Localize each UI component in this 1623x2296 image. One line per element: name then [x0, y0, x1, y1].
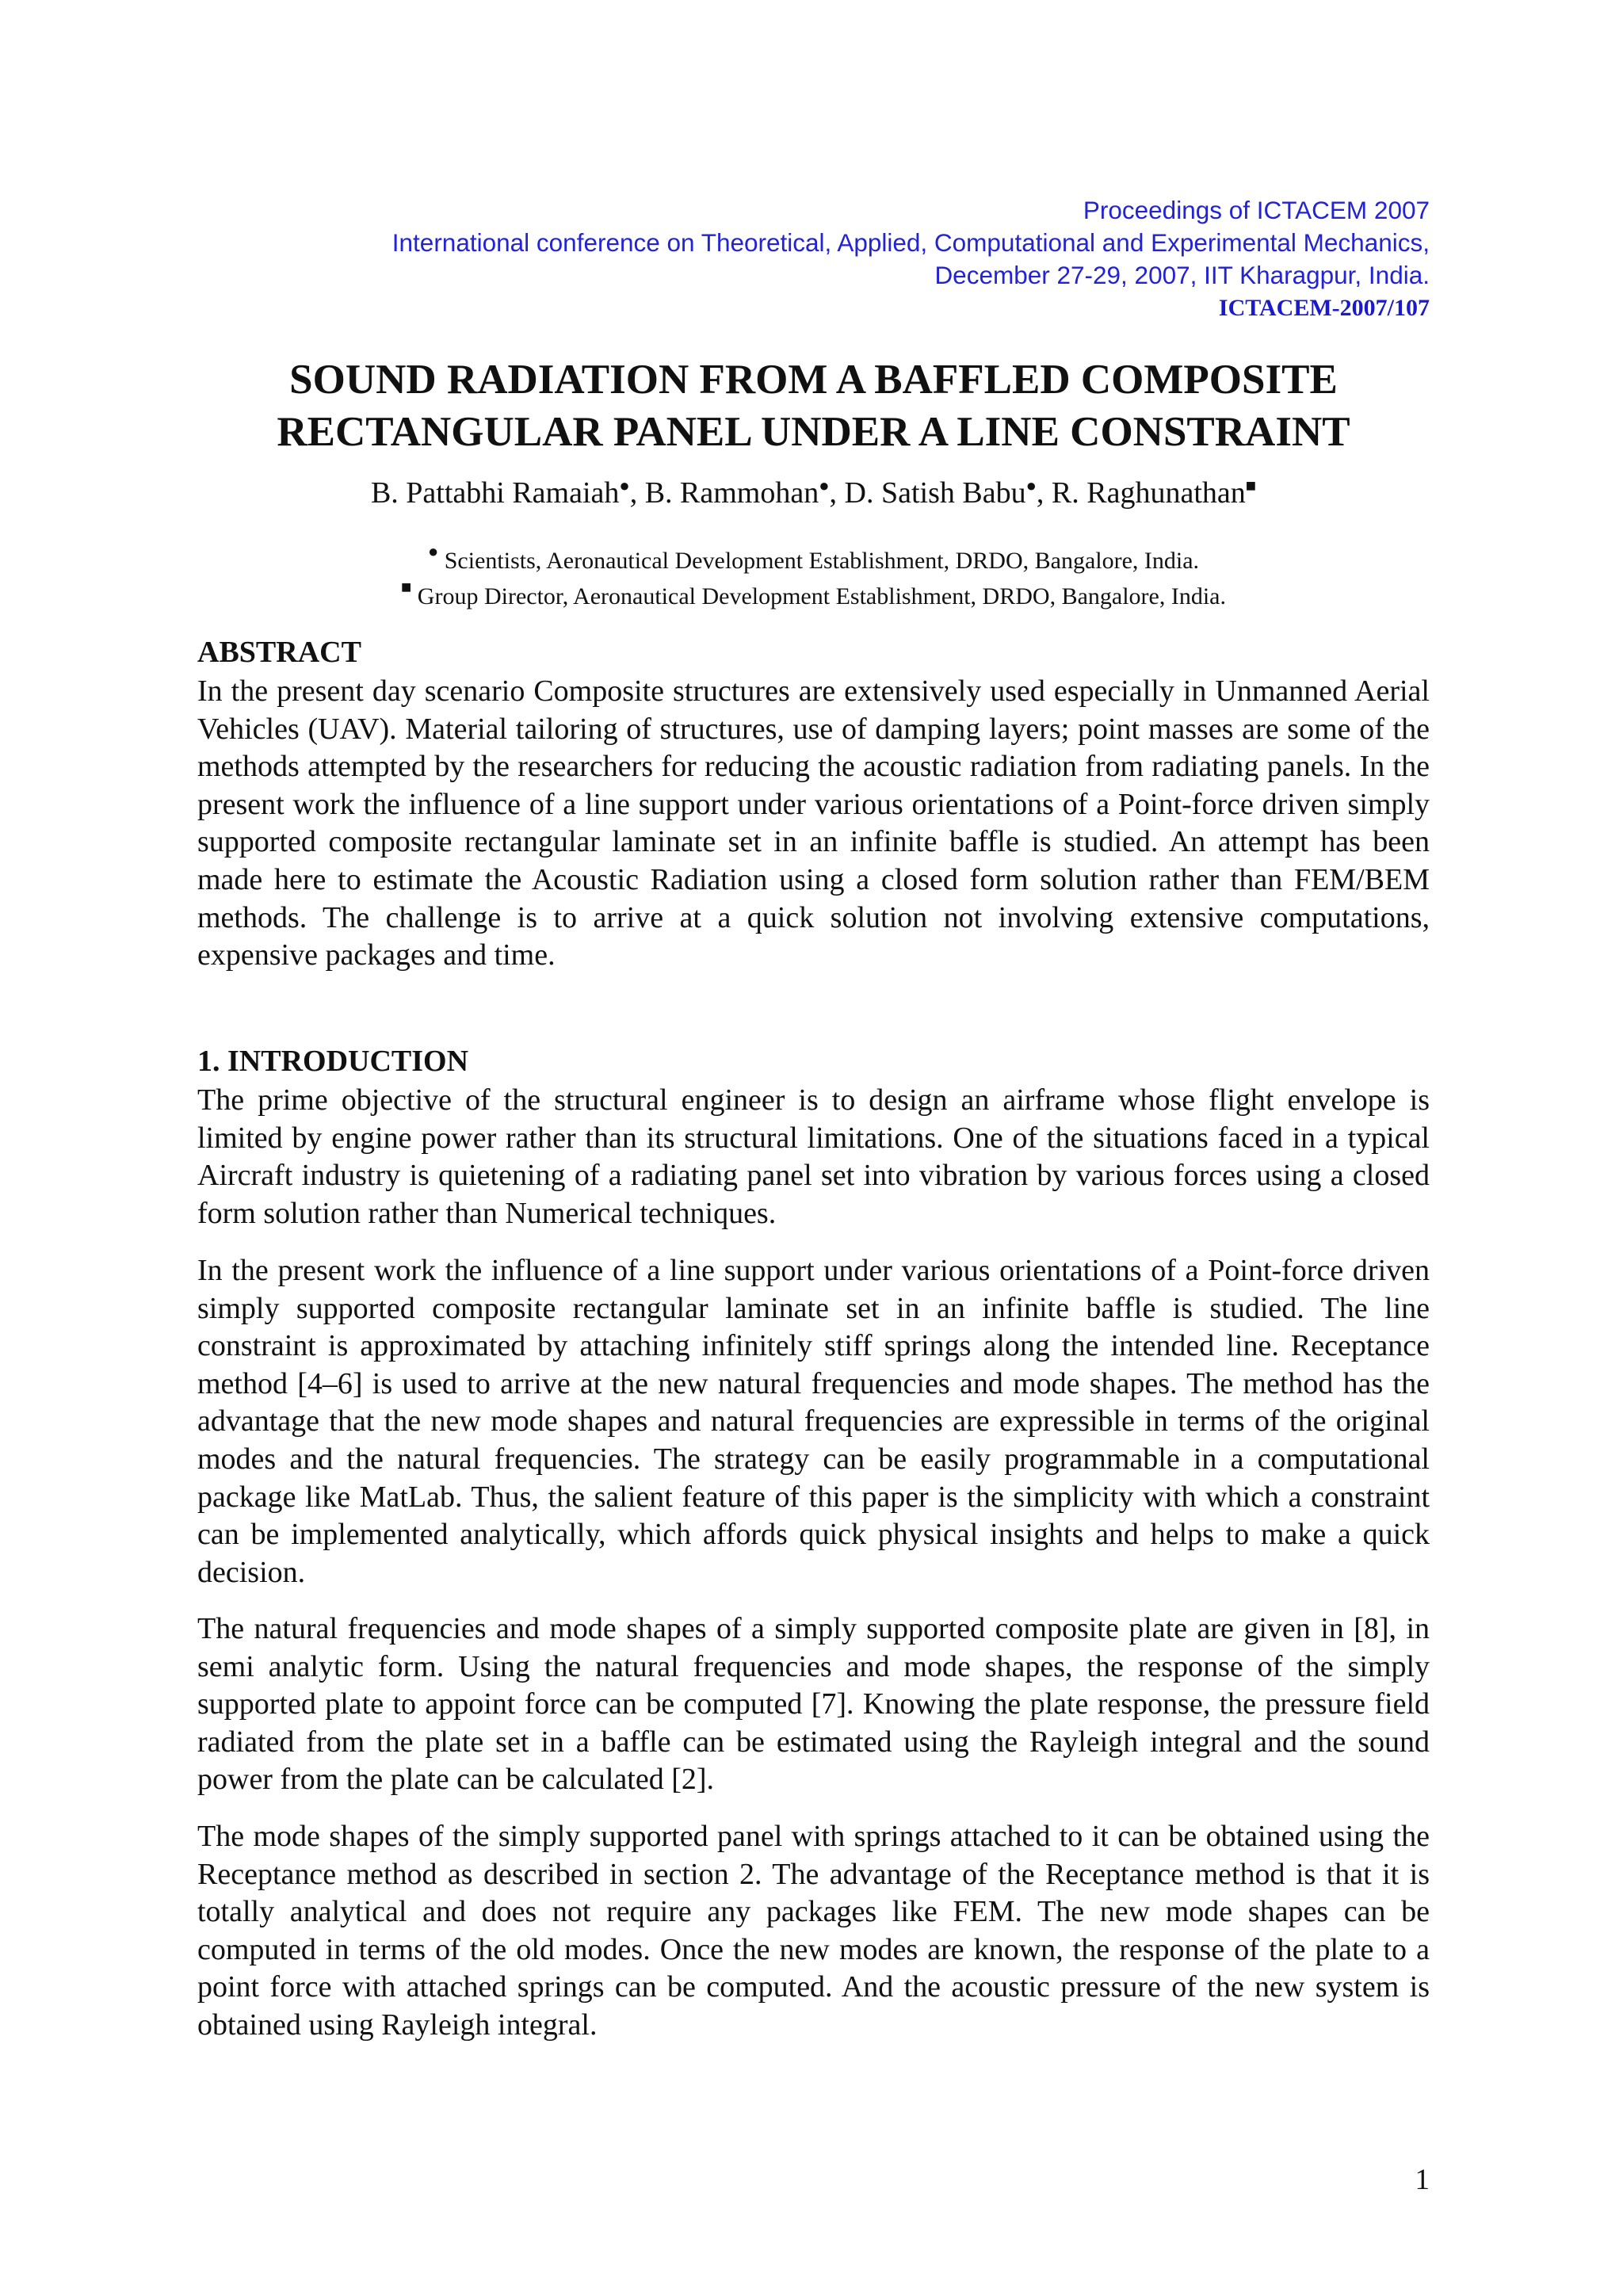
- affiliation-line: [197, 579, 1430, 614]
- author-list: [197, 474, 1430, 512]
- paper-page: [197, 0, 1430, 2296]
- affiliation-mark: ●: [427, 541, 439, 561]
- proceedings-line-3: December 27-29, 2007, IIT Kharagpur, India.: [934, 261, 1430, 289]
- author-name: D. Satish Babu: [844, 476, 1026, 510]
- affiliation-text: Scientists, Aeronautical Development Establishment, DRDO, Bangalore, India.: [438, 548, 1200, 574]
- title-line-1: SOUND RADIATION FROM A BAFFLED COMPOSITE: [289, 357, 1338, 403]
- author-separator: ,: [629, 476, 645, 510]
- affiliation-text: Group Director, Aeronautical Development Establishment, DRDO, Bangalore, India.: [411, 583, 1226, 609]
- body-paragraph: The natural frequencies and mode shapes of a simply supported composite plate are given in [8], in semi analytic form. Using the natural frequencies and mode shapes, the response of the simply supported plate to appoint force can be computed [7]. Knowing the plate response, the pressure field radiated from the plate set in a baffle can be estimated using the Rayleigh integral and the sound power from the plate can be calculated [2].: [197, 1612, 1430, 1797]
- author-separator: ,: [829, 476, 845, 510]
- affiliations: [197, 543, 1430, 614]
- author-name: R. Raghunathan: [1051, 476, 1246, 510]
- abstract-heading: ABSTRACT: [197, 636, 361, 669]
- title-line-2: RECTANGULAR PANEL UNDER A LINE CONSTRAINT: [277, 409, 1350, 455]
- affiliation-mark: ●: [619, 476, 630, 495]
- proceedings-line-2: International conference on Theoretical, Applied, Computational and Experimental Mechanics,: [391, 228, 1430, 257]
- affiliation-mark: ■: [1245, 476, 1257, 495]
- proceedings-line-1: Proceedings of ICTACEM 2007: [1083, 196, 1430, 224]
- introduction-heading: 1. INTRODUCTION: [197, 1045, 469, 1078]
- author-name: B. Pattabhi Ramaiah: [370, 476, 620, 510]
- page-number: 1: [1415, 2164, 1430, 2196]
- abstract-text: In the present day scenario Composite structures are extensively used especially in Unmanned Aerial Vehicles (UAV). Material tailoring of structures, use of damping layers; point masses are some of the methods attempted by the researchers for reducing the acoustic radiation from radiating panels. In the present work the influence of a line support under various orientations of a Point-force driven simply supported composite rectangular laminate set in an infinite baffle is studied. An attempt has been made here to estimate the Acoustic Radiation using a closed form solution rather than FEM/BEM methods. The challenge is to arrive at a quick solution not involving extensive computations, expensive packages and time.: [197, 674, 1430, 972]
- affiliation-line: [197, 543, 1430, 579]
- affiliation-mark: ●: [1025, 476, 1037, 495]
- affiliation-mark: ●: [819, 476, 830, 495]
- author-name: B. Rammohan: [644, 476, 819, 510]
- paper-code: ICTACEM-2007/107: [1218, 295, 1430, 321]
- body-paragraph: The prime objective of the structural engineer is to design an airframe whose flight envelope is limited by engine power rather than its structural limitations. One of the situations faced in a typical Aircraft industry is quietening of a radiating panel set into vibration by various forces using a closed form solution rather than Numerical techniques.: [197, 1083, 1430, 1230]
- paper-title: [197, 353, 1430, 458]
- author-separator: ,: [1036, 476, 1052, 510]
- proceedings-header: [392, 194, 1430, 324]
- affiliation-mark: ■: [401, 577, 412, 597]
- body-paragraph: The mode shapes of the simply supported panel with springs attached to it can be obtained using the Receptance method as described in section 2. The advantage of the Receptance method is that it is totally analytical and does not require any packages like FEM. The new mode shapes can be computed in terms of the old modes. Once the new modes are known, the response of the plate to a point force with attached springs can be computed. And the acoustic pressure of the new system is obtained using Rayleigh integral.: [197, 1820, 1430, 2042]
- body-paragraph: In the present work the influence of a line support under various orientations of a Point-force driven simply supported composite rectangular laminate set in an infinite baffle is studied. The line constraint is approximated by attaching infinitely stiff springs along the intended line. Receptance method [4–6] is used to arrive at the new natural frequencies and mode shapes. The method has the advantage that the new mode shapes and natural frequencies are expressible in terms of the original modes and the natural frequencies. The strategy can be easily programmable in a computational package like MatLab. Thus, the salient feature of this paper is the simplicity with which a constraint can be implemented analytically, which affords quick physical insights and helps to make a quick decision.: [197, 1254, 1430, 1589]
